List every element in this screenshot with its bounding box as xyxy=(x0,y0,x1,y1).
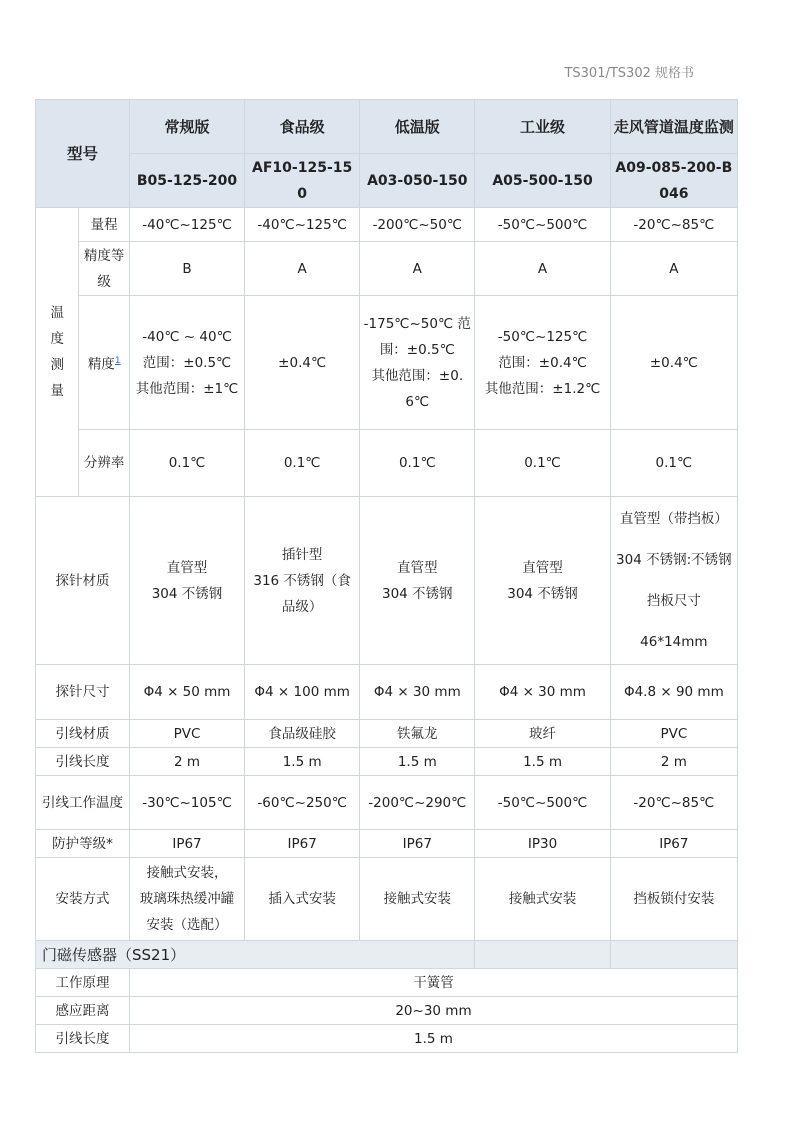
install-value: 插入式安装 xyxy=(245,858,360,941)
footnote-link[interactable]: 1 xyxy=(114,356,121,367)
row-principle xyxy=(36,969,738,997)
row-distance xyxy=(36,997,738,1025)
probe-size-value: Φ4 × 30 mm xyxy=(475,665,610,720)
accuracy-line: 范围：±0.5℃ xyxy=(142,354,232,371)
accuracy-line: -50℃~125℃ xyxy=(497,328,588,345)
temp-group-label-char: 温 xyxy=(50,305,64,321)
temp-group-label-char: 度 xyxy=(50,331,64,347)
lead-length-value: 1.5 m xyxy=(245,748,360,776)
probe-material-value xyxy=(245,497,360,665)
model-code-5: A09-085-200-B046 xyxy=(610,154,737,208)
install-line: 玻璃珠热缓冲罐 xyxy=(139,891,235,907)
resolution-value: 0.1℃ xyxy=(360,430,475,497)
probe-material-line: 直管型 xyxy=(166,559,208,576)
probe-material-line: 316 不锈钢（食品级） xyxy=(253,572,351,615)
probe-size-label: 探针尺寸 xyxy=(36,665,130,720)
resolution-value: 0.1℃ xyxy=(129,430,244,497)
lead-temp-value: -200℃~290℃ xyxy=(360,776,475,830)
probe-size-value: Φ4 × 50 mm xyxy=(129,665,244,720)
grade-value: B xyxy=(129,242,244,296)
accuracy-value xyxy=(360,296,475,430)
principle-label: 工作原理 xyxy=(36,969,130,997)
model-name-1: 常规版 xyxy=(129,100,244,154)
lead-temp-value: -60℃~250℃ xyxy=(245,776,360,830)
probe-material-line: 直管型 xyxy=(522,559,563,576)
grade-value: A xyxy=(360,242,475,296)
probe-material-line: 304 不锈钢 xyxy=(151,585,223,602)
range-value: -40℃~125℃ xyxy=(129,208,244,242)
row-door-lead-length xyxy=(36,1025,738,1053)
section-empty-cell xyxy=(610,941,737,969)
door-lead-length-label: 引线长度 xyxy=(36,1025,130,1053)
install-value: 挡板锁付安装 xyxy=(610,858,737,941)
protection-value: IP67 xyxy=(360,830,475,858)
probe-material-label: 探针材质 xyxy=(36,497,130,665)
lead-temp-value: -50℃~500℃ xyxy=(475,776,610,830)
accuracy-value xyxy=(245,296,360,430)
lead-temp-label: 引线工作温度 xyxy=(36,776,130,830)
model-name-3: 低温版 xyxy=(360,100,475,154)
probe-size-value: Φ4 × 30 mm xyxy=(360,665,475,720)
lead-temp-value: -20℃~85℃ xyxy=(610,776,737,830)
grade-label: 精度等级 xyxy=(79,242,130,296)
probe-material-line: 直管型（带挡板） xyxy=(619,510,728,527)
row-range xyxy=(36,208,738,242)
range-value: -40℃~125℃ xyxy=(245,208,360,242)
lead-material-value: 食品级硅胶 xyxy=(245,720,360,748)
door-sensor-section-row xyxy=(36,941,738,969)
row-resolution xyxy=(36,430,738,497)
protection-label: 防护等级* xyxy=(36,830,130,858)
resolution-value: 0.1℃ xyxy=(245,430,360,497)
probe-material-line: 插针型 xyxy=(281,546,323,563)
row-probe-size xyxy=(36,665,738,720)
accuracy-value xyxy=(129,296,244,430)
resolution-value: 0.1℃ xyxy=(610,430,737,497)
spec-table xyxy=(35,99,738,1053)
model-name-5: 走风管道温度监测 xyxy=(610,100,737,154)
row-protection xyxy=(36,830,738,858)
lead-material-label: 引线材质 xyxy=(36,720,130,748)
lead-material-value: 铁氟龙 xyxy=(360,720,475,748)
row-lead-length xyxy=(36,748,738,776)
install-label: 安装方式 xyxy=(36,858,130,941)
protection-value: IP30 xyxy=(475,830,610,858)
door-lead-length-value: 1.5 m xyxy=(129,1025,737,1053)
lead-material-value: PVC xyxy=(129,720,244,748)
accuracy-line: 其他范围：±0.6℃ xyxy=(371,367,464,410)
section-empty-cell xyxy=(475,941,610,969)
accuracy-line: -40℃ ~ 40℃ xyxy=(142,328,232,345)
lead-length-value: 1.5 m xyxy=(475,748,610,776)
row-install xyxy=(36,858,738,941)
probe-material-value xyxy=(610,497,737,665)
accuracy-line: 其他范围：±1.2℃ xyxy=(484,380,601,397)
lead-material-value: 玻纤 xyxy=(475,720,610,748)
accuracy-value xyxy=(475,296,610,430)
temp-group-label-char: 测 xyxy=(50,357,64,373)
principle-value: 干簧管 xyxy=(129,969,737,997)
lead-length-value: 2 m xyxy=(129,748,244,776)
range-value: -50℃~500℃ xyxy=(475,208,610,242)
row-lead-material xyxy=(36,720,738,748)
accuracy-line: 其他范围：±1℃ xyxy=(135,380,239,397)
probe-material-line: 直管型 xyxy=(397,559,438,576)
probe-material-value xyxy=(360,497,475,665)
probe-material-value xyxy=(475,497,610,665)
model-code-4: A05-500-150 xyxy=(475,154,610,208)
lead-length-value: 1.5 m xyxy=(360,748,475,776)
probe-material-line: 46*14mm xyxy=(640,633,708,650)
accuracy-value xyxy=(610,296,737,430)
temp-group-label-char: 量 xyxy=(50,383,64,399)
probe-material-line: 304 不锈钢 xyxy=(507,585,578,602)
probe-material-value xyxy=(129,497,244,665)
probe-size-value: Φ4 × 100 mm xyxy=(245,665,360,720)
model-code-1: B05-125-200 xyxy=(129,154,244,208)
distance-label: 感应距离 xyxy=(36,997,130,1025)
range-label: 量程 xyxy=(79,208,130,242)
protection-value: IP67 xyxy=(129,830,244,858)
grade-value: A xyxy=(475,242,610,296)
lead-material-value: PVC xyxy=(610,720,737,748)
protection-value: IP67 xyxy=(610,830,737,858)
model-label: 型号 xyxy=(36,100,130,208)
lead-length-label: 引线长度 xyxy=(36,748,130,776)
accuracy-label-text: 精度 xyxy=(87,356,115,373)
range-value: -200℃~50℃ xyxy=(360,208,475,242)
model-code-3: A03-050-150 xyxy=(360,154,475,208)
model-code-2: AF10-125-150 xyxy=(245,154,360,208)
door-sensor-title: 门磁传感器（SS21） xyxy=(36,941,475,969)
accuracy-line: ±0.4℃ xyxy=(649,354,698,371)
resolution-label: 分辨率 xyxy=(79,430,130,497)
protection-value: IP67 xyxy=(245,830,360,858)
row-accuracy xyxy=(36,296,738,430)
grade-value: A xyxy=(610,242,737,296)
install-line: 安装（选配） xyxy=(146,917,228,933)
distance-value: 20~30 mm xyxy=(129,997,737,1025)
document-header-title: TS301/TS302 规格书 xyxy=(564,66,694,81)
row-probe-material xyxy=(36,497,738,665)
model-name-2: 食品级 xyxy=(245,100,360,154)
accuracy-line: 范围：±0.4℃ xyxy=(498,354,587,371)
grade-value: A xyxy=(245,242,360,296)
accuracy-line: ±0.4℃ xyxy=(278,354,327,371)
accuracy-line: -175℃~50℃ 范围：±0.5℃ xyxy=(363,315,471,358)
lead-length-value: 2 m xyxy=(610,748,737,776)
install-line: 接触式安装， xyxy=(146,865,228,881)
resolution-value: 0.1℃ xyxy=(475,430,610,497)
install-value: 接触式安装 xyxy=(360,858,475,941)
temp-group-label xyxy=(36,208,79,497)
probe-size-value: Φ4.8 × 90 mm xyxy=(610,665,737,720)
lead-temp-value: -30℃~105℃ xyxy=(129,776,244,830)
row-grade xyxy=(36,242,738,296)
probe-material-line: 304 不锈钢:不锈钢挡板尺寸 xyxy=(616,551,732,609)
model-name-4: 工业级 xyxy=(475,100,610,154)
accuracy-label xyxy=(79,296,130,430)
install-value: 接触式安装 xyxy=(475,858,610,941)
install-value xyxy=(129,858,244,941)
row-lead-temp xyxy=(36,776,738,830)
range-value: -20℃~85℃ xyxy=(610,208,737,242)
probe-material-line: 304 不锈钢 xyxy=(382,585,453,602)
